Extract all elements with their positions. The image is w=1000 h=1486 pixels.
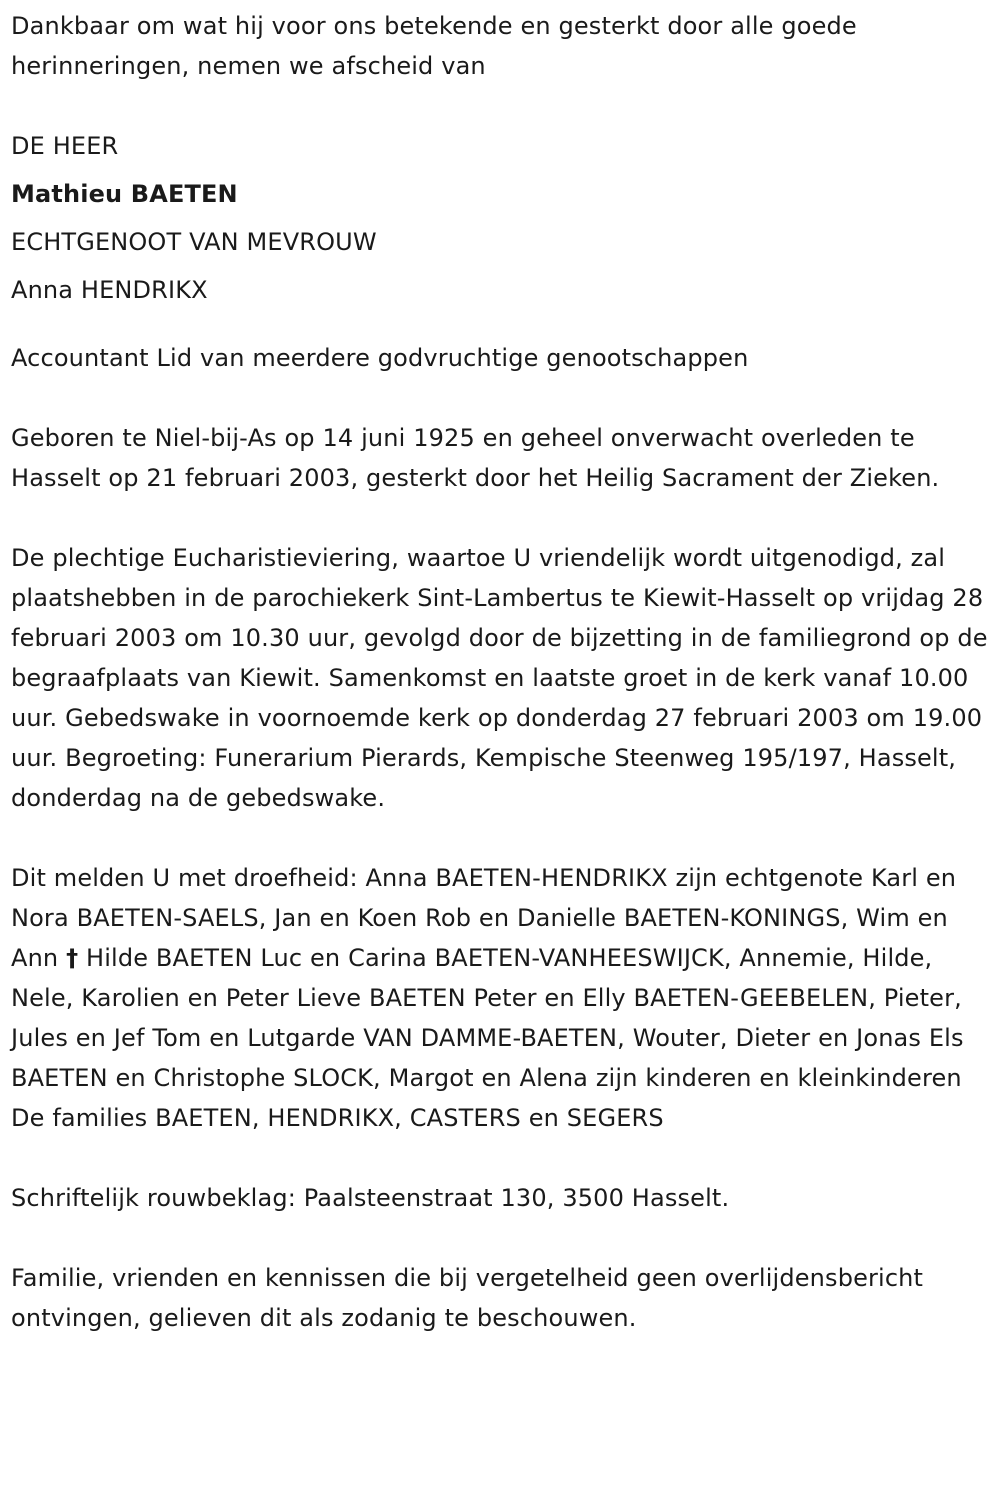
intro-paragraph: Dankbaar om wat hij voor ons betekende en gesterkt door alle goede herinneringen, nemen we afscheid van — [11, 12, 857, 80]
condolence-address-paragraph: Schriftelijk rouwbeklag: Paalsteenstraat 130, 3500 Hasselt. — [11, 1184, 730, 1212]
honorific-title: DE HEER — [11, 132, 119, 160]
deceased-block — [11, 126, 993, 310]
spouse-title: ECHTGENOOT VAN MEVROUW — [11, 228, 377, 256]
family-text-part1: Dit melden U met droefheid: Anna BAETEN-HENDRIKX zijn echtgenote Karl en Nora BAETEN-SAELS, Jan en Koen Rob en Danielle BAETEN-KONINGS, Wim en Ann — [11, 864, 957, 972]
obituary-notice — [11, 6, 993, 1378]
family-paragraph — [11, 858, 993, 1138]
ceremony-paragraph: De plechtige Eucharistieviering, waartoe U vriendelijk wordt uitgenodigd, zal plaatshebben in de parochiekerk Sint-Lambertus te Kiewit-Hasselt op vrijdag 28 februari 2003 om 10.30 uur, gevolgd door de bijzetting in de familiegrond op de begraafplaats van Kiewit. Samenkomst en laatste groet in de kerk vanaf 10.00 uur. Gebedswake in voornoemde kerk op donderdag 27 februari 2003 om 19.00 uur. Begroeting: Funerarium Pierards, Kempische Steenweg 195/197, Hasselt, donderdag na de gebedswake. — [11, 544, 988, 812]
dagger-icon: † — [66, 944, 79, 972]
occupation-paragraph: Accountant Lid van meerdere godvruchtige genootschappen — [11, 344, 749, 372]
closing-paragraph: Familie, vrienden en kennissen die bij vergetelheid geen overlijdensbericht ontvingen, gelieven dit als zodanig te beschouwen. — [11, 1264, 924, 1332]
deceased-name: Mathieu BAETEN — [11, 180, 238, 208]
family-text-part2: Hilde BAETEN Luc en Carina BAETEN-VANHEESWIJCK, Annemie, Hilde, Nele, Karolien en Peter Lieve BAETEN Peter en Elly BAETEN-GEEBELEN, Pieter, Jules en Jef Tom en Lutgarde VAN DAMME-BAETEN, Wouter, Dieter en Jonas Els BAETEN en Christophe SLOCK, Margot en Alena zijn kinderen en kleinkinderen De families BAETEN, HENDRIKX, CASTERS en SEGERS — [11, 944, 964, 1132]
spouse-name: Anna HENDRIKX — [11, 276, 208, 304]
birth-death-paragraph: Geboren te Niel-bij-As op 14 juni 1925 en geheel onverwacht overleden te Hasselt op 21 februari 2003, gesterkt door het Heilig Sacrament der Zieken. — [11, 424, 940, 492]
